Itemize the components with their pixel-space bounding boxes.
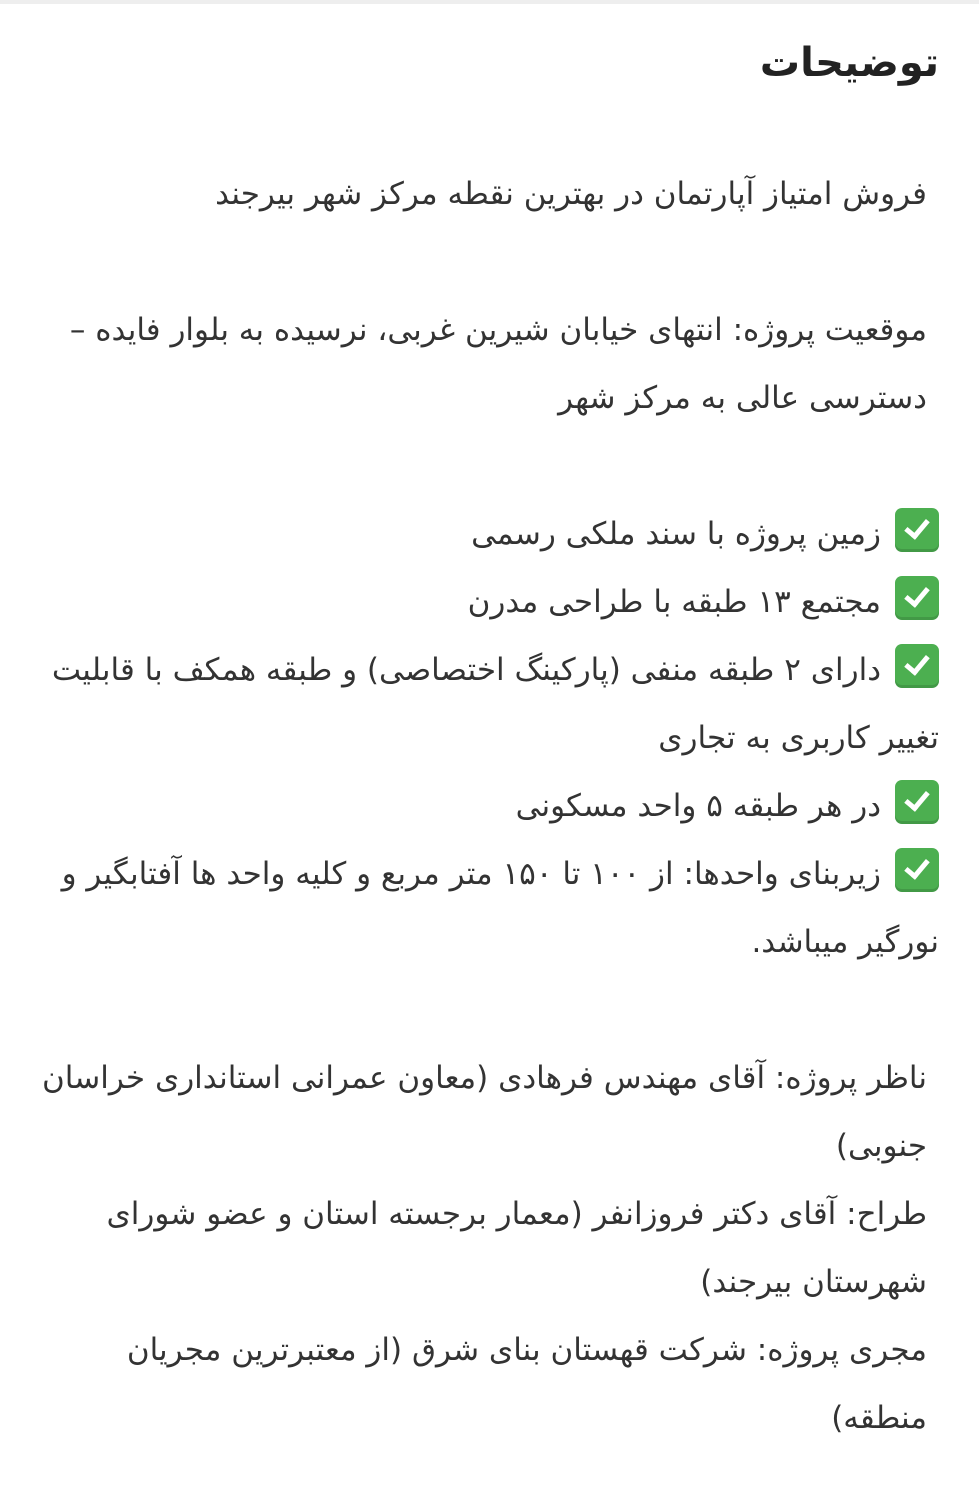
spacer bbox=[40, 228, 939, 296]
supervisor-text: ناظر پروژه: آقای مهندس فرهادی (معاون عمرانی استانداری خراسان جنوبی) bbox=[42, 1060, 927, 1164]
designer-text: طراح: آقای دکتر فروزانفر (معمار برجسته استان و عضو شورای شهرستان بیرجند) bbox=[106, 1196, 927, 1300]
feature-item bbox=[40, 500, 939, 568]
location-text: موقعیت پروژه: انتهای خیابان شیرین غربی، نرسیده به بلوار فایده – دسترسی عالی به مرکز شهر bbox=[69, 312, 927, 416]
check-mark-icon bbox=[895, 644, 939, 688]
feature-text: زیربنای واحدها: از ۱۰۰ تا ۱۵۰ متر مربع و کلیه واحد ها آفتابگیر و نورگیر میباشد. bbox=[61, 856, 939, 960]
feature-text: در هر طبقه ۵ واحد مسکونی bbox=[515, 788, 881, 824]
check-mark-icon bbox=[895, 780, 939, 824]
feature-item bbox=[40, 772, 939, 840]
feature-item bbox=[40, 568, 939, 636]
top-divider bbox=[0, 0, 979, 4]
check-mark-icon bbox=[895, 848, 939, 892]
feature-text: دارای ۲ طبقه منفی (پارکینگ اختصاصی) و طبقه همکف با قابلیت تغییر کاربری به تجاری bbox=[51, 652, 939, 756]
description-body bbox=[40, 160, 939, 1452]
feature-text: مجتمع ۱۳ طبقه با طراحی مدرن bbox=[467, 584, 881, 620]
feature-text: زمین پروژه با سند ملکی رسمی bbox=[471, 516, 881, 552]
spacer bbox=[40, 976, 939, 1044]
feature-item bbox=[40, 636, 939, 772]
section-title: توضیحات bbox=[759, 40, 939, 86]
feature-item bbox=[40, 840, 939, 976]
contractor-text: مجری پروژه: شرکت قهستان بنای شرق (از معتبرترین مجریان منطقه) bbox=[126, 1332, 927, 1436]
check-mark-icon bbox=[895, 576, 939, 620]
intro-text: فروش امتیاز آپارتمان در بهترین نقطه مرکز شهر بیرجند bbox=[215, 176, 927, 212]
check-mark-icon bbox=[895, 508, 939, 552]
spacer bbox=[40, 432, 939, 500]
